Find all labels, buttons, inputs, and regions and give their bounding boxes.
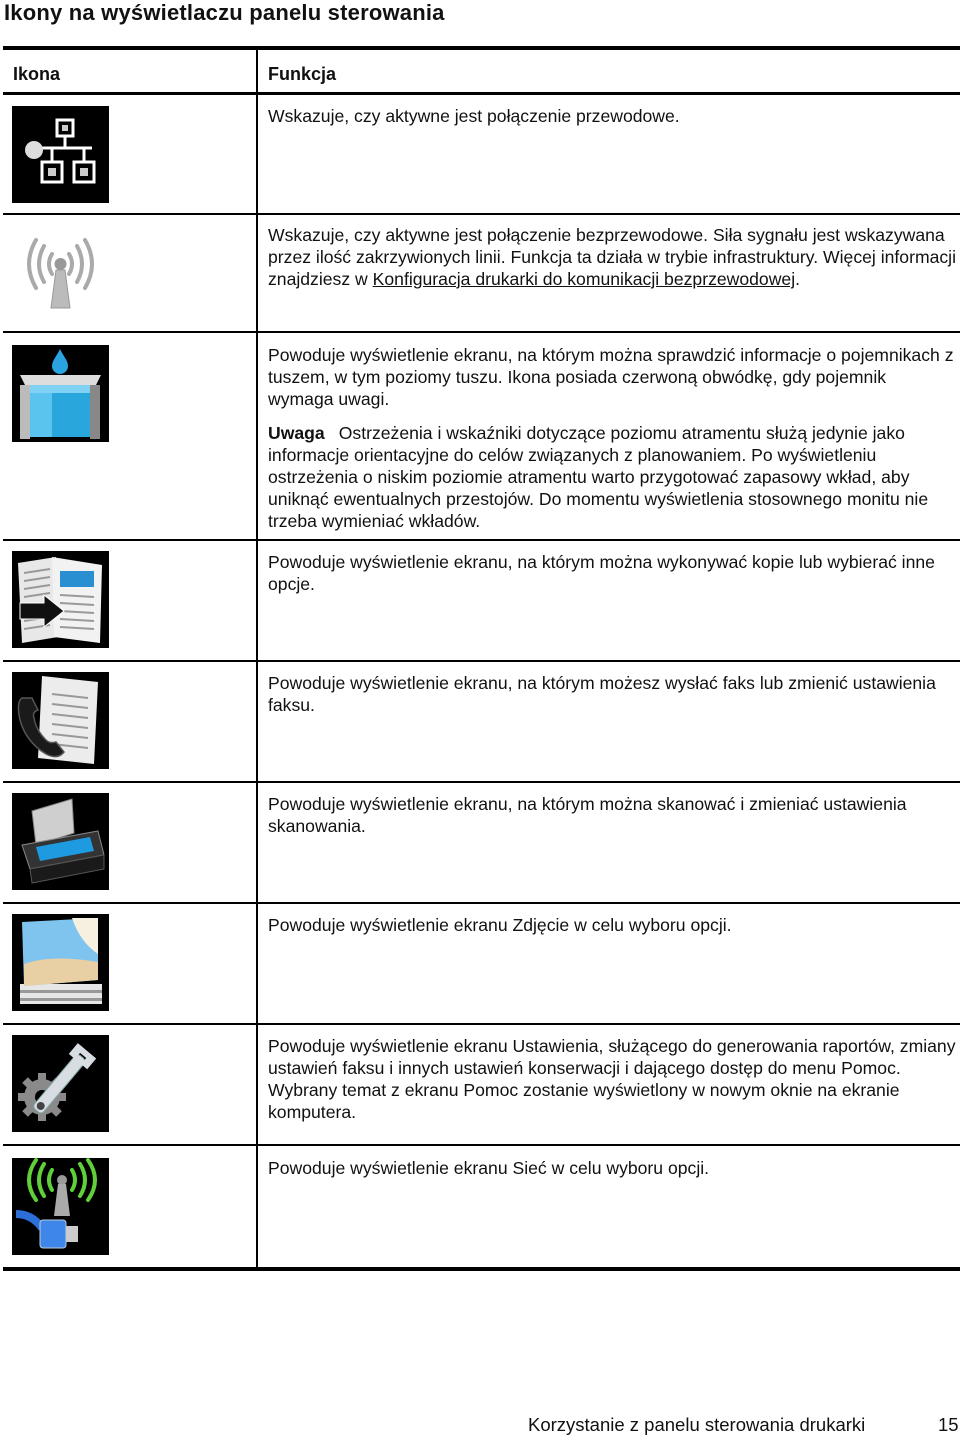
row-separator <box>3 1023 960 1025</box>
row-description <box>268 1157 956 1179</box>
description-text: Powoduje wyświetlenie ekranu, na którym można sprawdzić informacje o pojemnikach z tuszem, w tym poziomy tuszu. Ikona posiada czerwoną obwódkę, gdy pojemnik wymaga uwagi. <box>268 345 954 409</box>
wired-network-icon <box>12 106 109 203</box>
column-divider <box>256 50 258 1268</box>
note-text: Ostrzeżenia i wskaźniki dotyczące poziomu atramentu służą jedynie jako informacje orientacyjne do celów związanych z planowaniem. Po wyświetleniu ostrzeżenia o niskim poziomie atramentu warto przygotować zapasowy wkład, aby uniknąć ewentualnych przestojów. Do momentu wyświetlenia stosownego monitu nie trzeba wymieniać wkładów. <box>268 423 929 531</box>
description-text: Wskazuje, czy aktywne jest połączenie przewodowe. <box>268 106 680 126</box>
row-description <box>268 793 956 837</box>
description-text-end: . <box>795 269 800 289</box>
row-separator <box>3 660 960 662</box>
setup-wrench-gear-icon <box>12 1035 109 1132</box>
description-text: Powoduje wyświetlenie ekranu, na którym możesz wysłać faks lub zmienić ustawienia faksu. <box>268 673 936 715</box>
note <box>268 422 956 532</box>
network-wireless-cable-icon <box>12 1158 109 1255</box>
row-separator <box>3 902 960 904</box>
footer-section-title: Korzystanie z panelu sterowania drukarki <box>528 1414 866 1435</box>
column-header-icon: Ikona <box>13 64 61 84</box>
description-text: Powoduje wyświetlenie ekranu Zdjęcie w celu wyboru opcji. <box>268 915 732 935</box>
page-title: Ikony na wyświetlaczu panelu sterowania <box>4 0 445 25</box>
column-header-function: Funkcja <box>268 64 337 84</box>
row-separator <box>3 539 960 541</box>
row-description <box>268 105 956 127</box>
row-description <box>268 224 956 290</box>
table-header-rule <box>3 92 960 95</box>
table-bottom-rule <box>3 1267 960 1271</box>
row-description <box>268 1035 956 1123</box>
row-description <box>268 672 956 716</box>
table-top-rule <box>3 46 960 50</box>
description-text: Wskazuje, czy aktywne jest połączenie bezprzewodowe. Siła sygnału jest wskazywana przez ilość zakrzywionych linii. Funkcja ta działa w trybie infrastruktury. Więcej informacji znajdziesz w <box>268 225 956 289</box>
scan-icon <box>12 793 109 890</box>
row-description <box>268 551 956 595</box>
row-description <box>268 914 956 936</box>
row-separator <box>3 1144 960 1146</box>
description-text: Powoduje wyświetlenie ekranu, na którym można wykonywać kopie lub wybierać inne opcje. <box>268 552 935 594</box>
copy-icon <box>12 551 109 648</box>
fax-icon <box>12 672 109 769</box>
row-separator <box>3 331 960 333</box>
description-text: Powoduje wyświetlenie ekranu Sieć w celu wyboru opcji. <box>268 1158 710 1178</box>
page-number: 15 <box>938 1414 959 1435</box>
row-description <box>268 344 956 532</box>
row-separator <box>3 781 960 783</box>
note-label: Uwaga <box>268 423 325 443</box>
description-text: Powoduje wyświetlenie ekranu Ustawienia, służącego do generowania raportów, zmiany ustawień faksu i innych ustawień konserwacji i dającego dostęp do menu Pomoc. Wybrany temat z ekranu Pomoc zostanie wyświetlony w nowym oknie na ekranie komputera. <box>268 1036 956 1122</box>
wireless-setup-link[interactable]: Konfiguracja drukarki do komunikacji bezprzewodowej <box>372 269 796 289</box>
ink-supplies-icon <box>12 345 109 442</box>
row-separator <box>3 213 960 215</box>
wireless-signal-icon <box>12 224 109 321</box>
photo-icon <box>12 914 109 1011</box>
description-text: Powoduje wyświetlenie ekranu, na którym można skanować i zmieniać ustawienia skanowania. <box>268 794 907 836</box>
